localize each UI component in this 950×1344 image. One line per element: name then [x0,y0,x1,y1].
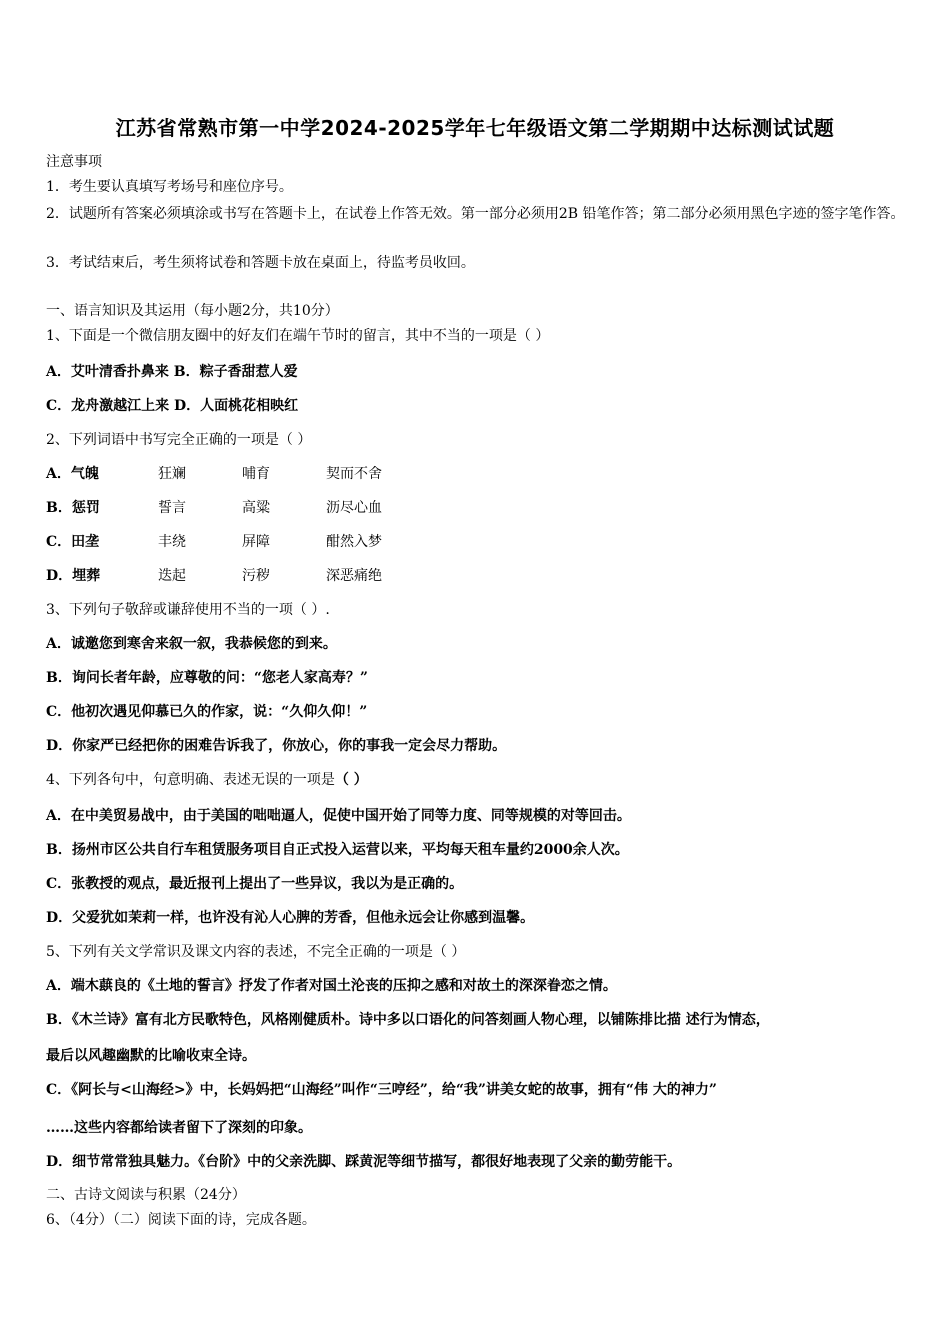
q5-option-b-line-2: 最后以风趣幽默的比喻收束全诗。 [46,1048,256,1064]
notice-heading: 注意事项 [46,154,102,170]
q4-stem [46,770,368,790]
q1-stem: 1、下面是一个微信朋友圈中的好友们在端午节时的留言，其中不当的一项是（ ） [46,328,550,344]
q4-stem-paren: （ ） [334,772,368,788]
q6-stem: 6、（4分）（二）阅读下面的诗，完成各题。 [46,1212,316,1228]
q4-stem-text: 4、下列各句中，句意明确、表述无误的一项是 [46,772,335,788]
q3-stem: 3、下列句子敬辞或谦辞使用不当的一项（ ）. [46,602,330,618]
section-2-heading: 二、古诗文阅读与积累（24分） [46,1187,246,1203]
q4-option-c: C．张教授的观点，最近报刊上提出了一些异议，我以为是正确的。 [46,876,464,892]
q2-option-c-label: C．田垄 [46,534,100,550]
notice-item-2: 2．试题所有答案必须填涂或书写在答题卡上，在试卷上作答无效。第一部分必须用2B 铅笔作答；第二部分必须用黑色字迹的签字笔作答。 [46,206,905,222]
q2-option-c-word-3: 屏障 [242,534,270,550]
q1-options-row-1: A．艾叶清香扑鼻来 B．粽子香甜惹人爱 [46,364,298,380]
section-1-heading: 一、语言知识及其运用（每小题2分，共10分） [46,303,339,319]
q2-option-b-label: B．惩罚 [46,500,100,516]
q1-options-row-2: C．龙舟激越江上来 D．人面桃花相映红 [46,398,299,414]
q3-option-d: D．你家严已经把你的困难告诉我了，你放心，你的事我一定会尽力帮助。 [46,738,507,754]
q5-option-c-line-2: ……这些内容都给读者留下了深刻的印象。 [46,1120,312,1136]
q2-option-a-word-3: 哺育 [242,466,270,482]
q2-option-d-word-4: 深恶痛绝 [326,568,382,584]
q4-option-a: A．在中美贸易战中，由于美国的咄咄逼人，促使中国开始了同等力度、同等规模的对等回击。 [46,808,631,824]
q2-option-c-word-2: 丰绕 [158,534,186,550]
q3-option-b: B．询问长者年龄，应尊敬的问：“您老人家高寿？” [46,670,368,686]
page-title: 江苏省常熟市第一中学2024-2025学年七年级语文第二学期期中达标测试试题 [115,116,835,140]
q2-option-d-label: D．埋葬 [46,568,101,584]
q3-option-c: C．他初次遇见仰慕已久的作家，说：“久仰久仰！” [46,704,368,720]
q5-option-a: A．端木蕻良的《土地的誓言》抒发了作者对国土沦丧的压抑之感和对故土的深深眷恋之情。 [46,978,617,994]
q5-option-d: D．细节常常独具魅力。《台阶》中的父亲洗脚、踩黄泥等细节描写，都很好地表现了父亲的勤劳能干。 [46,1154,682,1170]
q2-option-d-word-2: 迭起 [158,568,186,584]
q2-option-b-word-3: 高粱 [242,500,270,516]
q2-stem: 2、下列词语中书写完全正确的一项是（ ） [46,432,312,448]
q5-option-b-line-1: B．《木兰诗》富有北方民歌特色，风格刚健质朴。诗中多以口语化的问答刻画人物心理，以铺陈排比描 述行为情态， [46,1012,770,1028]
q2-option-b-word-4: 沥尽心血 [326,500,382,516]
q4-option-d: D．父爱犹如茉莉一样，也许没有沁人心脾的芳香，但他永远会让你感到温馨。 [46,910,535,926]
q2-option-c-word-4: 酣然入梦 [326,534,382,550]
q2-option-a-word-2: 狂斓 [158,466,186,482]
q4-option-b: B．扬州市区公共自行车租赁服务项目自正式投入运营以来，平均每天租车量约2000余人次。 [46,842,629,858]
q2-option-a-word-4: 契而不舍 [326,466,382,482]
notice-item-3: 3．考试结束后，考生须将试卷和答题卡放在桌面上，待监考员收回。 [46,255,475,271]
q2-option-b-word-2: 誓言 [158,500,186,516]
q5-option-c-line-1: C．《阿长与<山海经>》中，长妈妈把“山海经”叫作“三哼经”，给“我”讲美女蛇的故事，拥有“伟 大的神力” [46,1082,717,1098]
q5-stem: 5、下列有关文学常识及课文内容的表述，不完全正确的一项是（ ） [46,944,466,960]
q2-option-a-label: A．气魄 [46,466,99,482]
q2-option-d-word-3: 污秽 [242,568,270,584]
q3-option-a: A．诚邀您到寒舍来叙一叙，我恭候您的到来。 [46,636,337,652]
notice-item-1: 1．考生要认真填写考场号和座位序号。 [46,179,293,195]
